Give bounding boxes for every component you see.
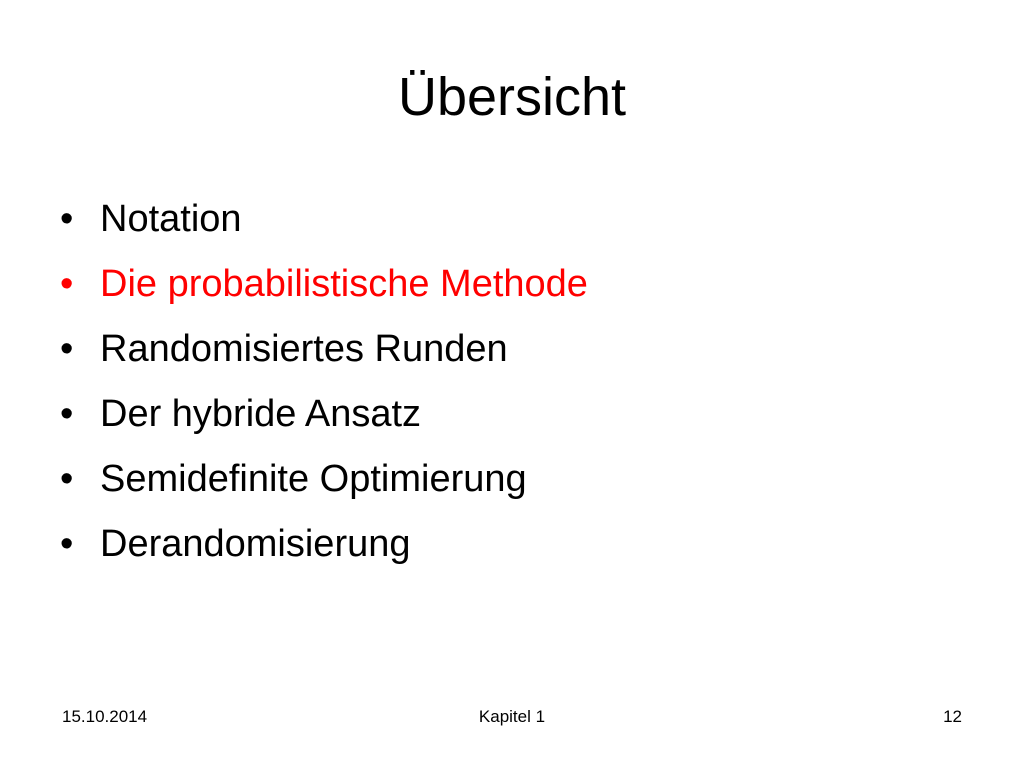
bullet-dot-icon: • [60, 327, 74, 370]
bullet-item-derandomisierung [56, 511, 588, 576]
footer-date: 15.10.2014 [62, 707, 148, 726]
slide-title: Übersicht [397, 67, 627, 127]
bullet-text: Semidefinite Optimierung [100, 457, 527, 500]
bullet-item-randomisiertes-runden [56, 316, 588, 381]
bullet-dot-icon: • [60, 457, 74, 500]
bullet-text: Randomisiertes Runden [100, 327, 508, 370]
bullet-text: Notation [100, 197, 242, 240]
bullet-item-probabilistische-methode [56, 251, 588, 316]
bullet-item-notation [56, 186, 588, 251]
bullet-list [56, 186, 588, 576]
bullet-dot-icon: • [60, 197, 74, 240]
footer-chapter: Kapitel 1 [478, 707, 546, 726]
bullet-dot-icon: • [60, 262, 74, 305]
bullet-dot-icon: • [60, 392, 74, 435]
bullet-item-hybride-ansatz [56, 381, 588, 446]
bullet-text: Die probabilistische Methode [100, 262, 588, 305]
bullet-dot-icon: • [60, 522, 74, 565]
bullet-text: Derandomisierung [100, 522, 411, 565]
bullet-text: Der hybride Ansatz [100, 392, 422, 435]
footer-page-number: 12 [943, 707, 962, 726]
bullet-item-semidefinite-optimierung [56, 446, 588, 511]
